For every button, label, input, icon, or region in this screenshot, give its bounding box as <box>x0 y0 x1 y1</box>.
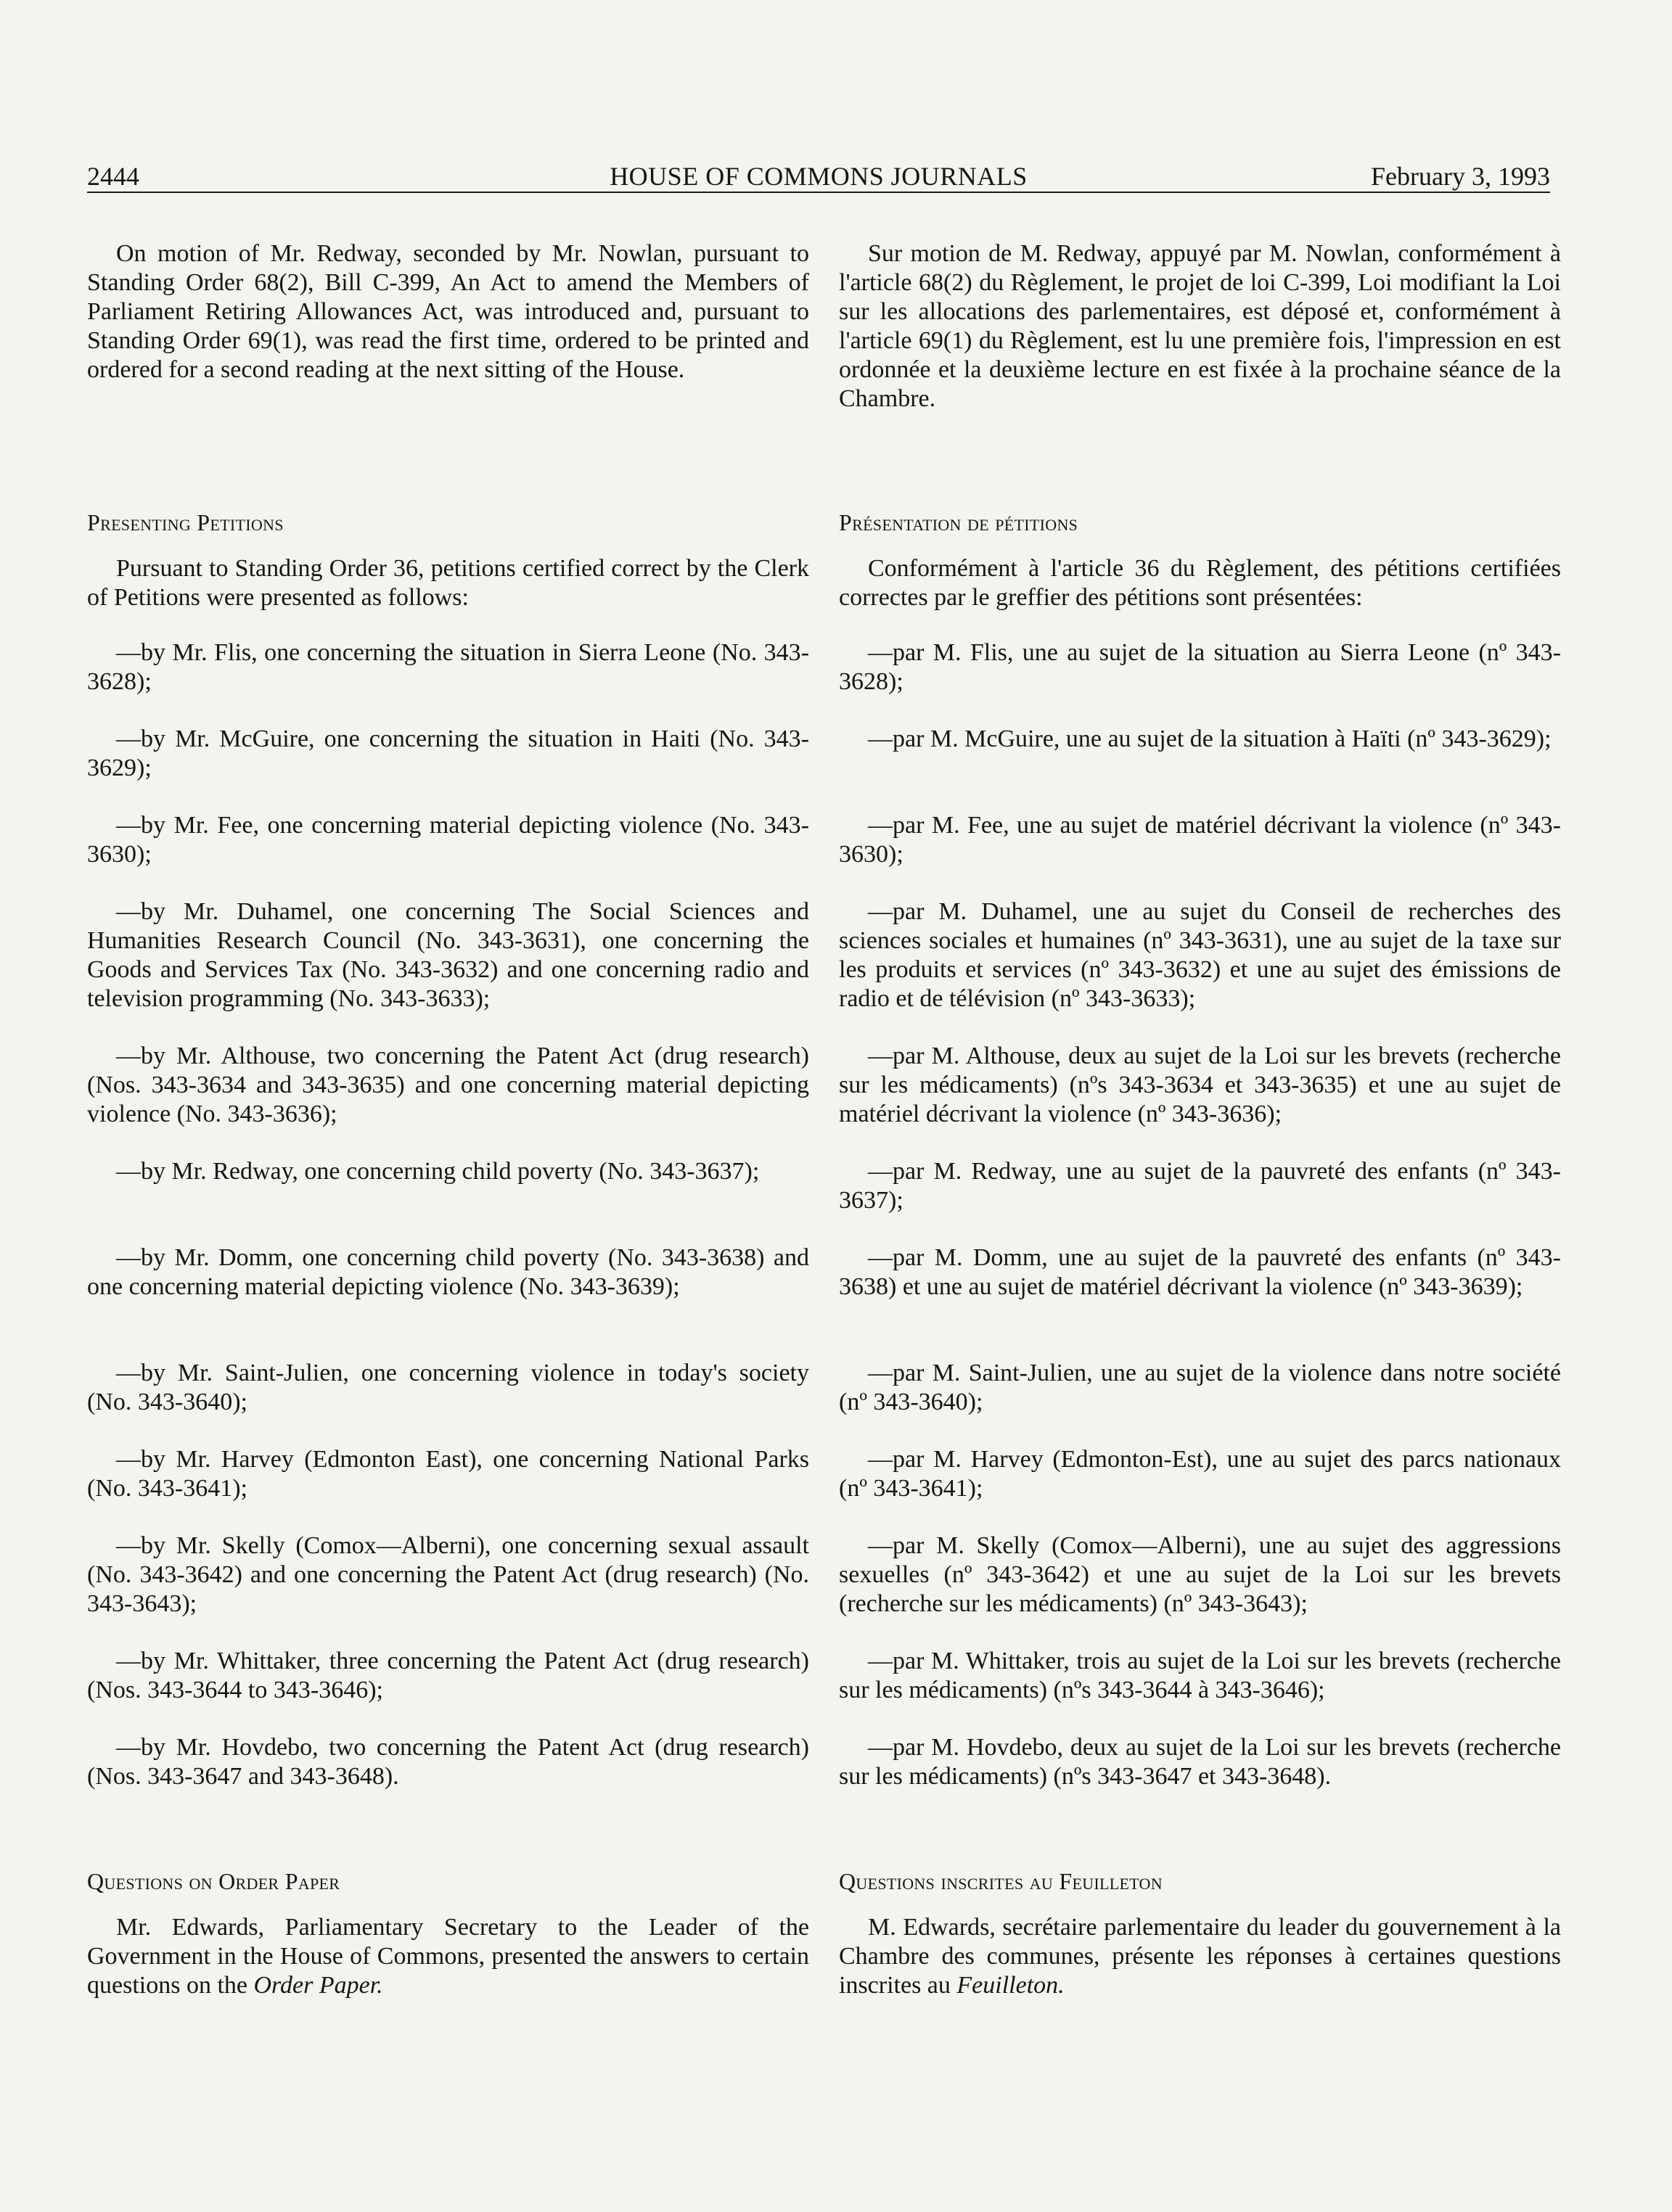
petition-item-fr: —par M. Fee, une au sujet de matériel décrivant la violence (nº 343-3630); <box>839 812 1561 868</box>
petition-item-fr: —par M. Althouse, deux au sujet de la Loi sur les brevets (recherche sur les médicaments) (nºs 343-3634 et 343-3635) et une au sujet de matériel décrivant la violence (nº 343-3636); <box>839 1043 1561 1127</box>
page-date: February 3, 1993 <box>1371 162 1550 191</box>
petitions-intro-fr: Conformément à l'article 36 du Règlement, des pétitions certifiées correctes par le greffier des pétitions sont présentées: <box>839 555 1561 611</box>
english-column <box>87 239 809 2000</box>
petition-item-fr: —par M. Saint-Julien, une au sujet de la violence dans notre société (nº 343-3640); <box>839 1360 1561 1415</box>
petition-item: —by Mr. Althouse, two concerning the Patent Act (drug research) (Nos. 343-3634 and 343-3635) and one concerning material depicting violence (No. 343-3636); <box>87 1043 809 1127</box>
petition-item-fr: —par M. Harvey (Edmonton-Est), une au sujet des parcs nationaux (nº 343-3641); <box>839 1446 1561 1502</box>
petitions-heading: Presenting Petitions <box>87 509 284 535</box>
petition-item-fr: —par M. Hovdebo, deux au sujet de la Loi sur les brevets (recherche sur les médicaments) (nºs 343-3647 et 343-3648). <box>839 1734 1561 1790</box>
petition-item: —by Mr. Whittaker, three concerning the Patent Act (drug research) (Nos. 343-3644 to 343-3646); <box>87 1648 809 1703</box>
questions-heading-fr: Questions inscrites au Feuilleton <box>839 1868 1163 1894</box>
petition-item-fr: —par M. Duhamel, une au sujet du Conseil de recherches des sciences sociales et humaines (nº 343-3631), une au sujet de la taxe sur les produits et services (nº 343-3632) et une au sujet des émissions de radio et de télévision (nº 343-3633); <box>839 898 1561 1012</box>
petition-item-fr: —par M. Skelly (Comox—Alberni), une au sujet des aggressions sexuelles (nº 343-3642) et une au sujet de la Loi sur les brevets (recherche sur les médicaments) (nº 343-3643); <box>839 1532 1561 1617</box>
page-header <box>87 155 1550 193</box>
petition-item: —by Mr. Flis, one concerning the situation in Sierra Leone (No. 343-3628); <box>87 639 809 695</box>
petitions-heading-fr: Présentation de pétitions <box>839 509 1078 535</box>
opening-motion: On motion of Mr. Redway, seconded by Mr. Nowlan, pursuant to Standing Order 68(2), Bill C-399, An Act to amend the Members of Parliament Retiring Allowances Act, was introduced and, pursuant to Standing Order 69(1), was read the first time, ordered to be printed and ordered for a second reading at the next sitting of the House. <box>87 240 809 383</box>
petition-item: —by Mr. Redway, one concerning child poverty (No. 343-3637); <box>116 1158 760 1185</box>
questions-heading: Questions on Order Paper <box>87 1868 340 1894</box>
page-number: 2444 <box>87 162 139 191</box>
journal-title: HOUSE OF COMMONS JOURNALS <box>610 162 1028 191</box>
opening-motion-fr: Sur motion de M. Redway, appuyé par M. Nowlan, conformément à l'article 68(2) du Règlement, le projet de loi C-399, Loi modifiant la Loi sur les allocations des parlementaires, est déposé et, conformément à l'article 69(1) du Règlement, est lu une première fois, l'impression en est ordonnée et la deuxième lecture en est fixée à la prochaine séance de la Chambre. <box>839 240 1561 412</box>
petition-item-fr: —par M. McGuire, une au sujet de la situation à Haïti (nº 343-3629); <box>868 725 1552 752</box>
petition-item: —by Mr. Harvey (Edmonton East), one concerning National Parks (No. 343-3641); <box>87 1446 809 1502</box>
french-column <box>839 239 1561 2000</box>
questions-italic-fr: Feuilleton. <box>956 1972 1065 1999</box>
questions-paragraph-fr <box>839 1913 1561 2000</box>
petition-item: —by Mr. Skelly (Comox—Alberni), one concerning sexual assault (No. 343-3642) and one concerning the Patent Act (drug research) (No. 343-3643); <box>87 1532 809 1617</box>
petition-item-fr: —par M. Whittaker, trois au sujet de la Loi sur les brevets (recherche sur les médicaments) (nºs 343-3644 à 343-3646); <box>839 1648 1561 1703</box>
petition-item-fr: —par M. Domm, une au sujet de la pauvreté des enfants (nº 343-3638) et une au sujet de matériel décrivant la violence (nº 343-3639); <box>839 1244 1561 1300</box>
questions-text: Mr. Edwards, Parliamentary Secretary to the Leader of the Government in the House of Commons, presented the answers to certain questions on the <box>87 1914 809 1999</box>
petition-item: —by Mr. Domm, one concerning child poverty (No. 343-3638) and one concerning material depicting violence (No. 343-3639); <box>87 1244 809 1300</box>
petition-item-fr: —par M. Redway, une au sujet de la pauvreté des enfants (nº 343-3637); <box>839 1158 1561 1214</box>
questions-text-fr: M. Edwards, secrétaire parlementaire du leader du gouvernement à la Chambre des communes, présente les réponses à certaines questions inscrites au <box>839 1914 1561 1999</box>
petition-item: —by Mr. McGuire, one concerning the situation in Haiti (No. 343-3629); <box>87 725 809 781</box>
petition-item: —by Mr. Duhamel, one concerning The Social Sciences and Humanities Research Council (No. 343-3631), one concerning the Goods and Services Tax (No. 343-3632) and one concerning radio and television programming (No. 343-3633); <box>87 898 809 1012</box>
petitions-intro: Pursuant to Standing Order 36, petitions certified correct by the Clerk of Petitions were presented as follows: <box>87 555 809 611</box>
petition-item: —by Mr. Hovdebo, two concerning the Patent Act (drug research) (Nos. 343-3647 and 343-3648). <box>87 1734 809 1790</box>
petition-item: —by Mr. Saint-Julien, one concerning violence in today's society (No. 343-3640); <box>87 1360 809 1415</box>
petition-item-fr: —par M. Flis, une au sujet de la situation au Sierra Leone (nº 343-3628); <box>839 639 1561 695</box>
petition-item: —by Mr. Fee, one concerning material depicting violence (No. 343-3630); <box>87 812 809 868</box>
questions-italic: Order Paper. <box>253 1972 383 1999</box>
questions-paragraph <box>87 1913 809 2000</box>
